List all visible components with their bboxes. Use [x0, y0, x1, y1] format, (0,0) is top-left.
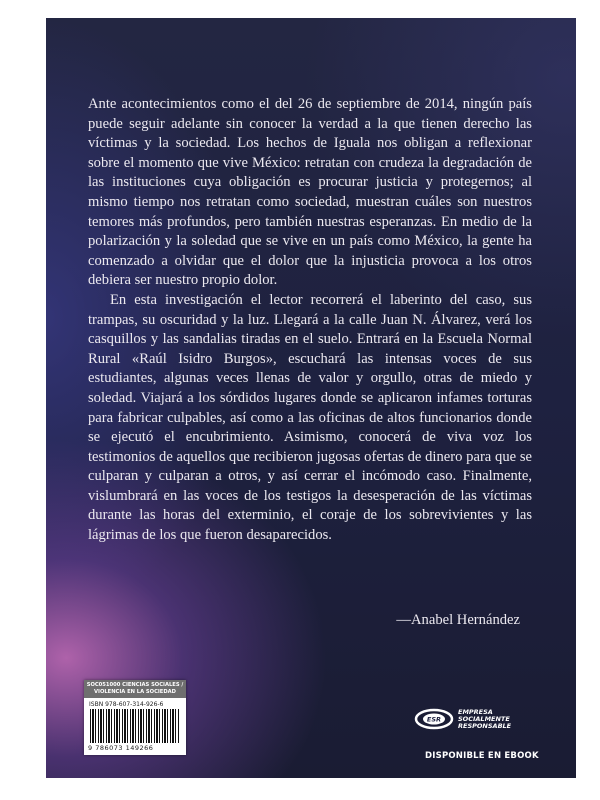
esr-emblem-icon — [414, 708, 454, 730]
esr-abbr: ESR — [426, 715, 442, 724]
esr-logo — [414, 708, 520, 730]
barcode-label — [84, 680, 186, 755]
synopsis-paragraph: En esta investigación el lector recorrerá el laberinto del caso, sus trampas, su oscuridad y la luz. Llegará a la calle Juan N. Álvarez, verá los casquillos y las sandalias tiradas en el suelo. Entrará en la Escuela Normal Rural «Raúl Isidro Burgos», escuchará las intensas voces de sus estudiantes, algunas veces llenas de valor y orgullo, otras de miedo y soledad. Viajará a los sórdidos lugares donde se aplicaron infames torturas para fabricar culpables, así como a las oficinas de altos funcionarios donde se ejecutó el encubrimiento. Asimismo, conocerá de viva voz los testimonios de aquellos que recibieron jugosas ofertas de dinero para que se culparan y culparan a otros, y así cerrar el incómodo caso. Finalmente, vislumbrará en las voces de los testigos la desesperación de las víctimas durante las horas del exterminio, el coraje de los sobrevivientes y las lágrimas de los que fueron desaparecidos. — [88, 291, 532, 544]
isbn-text: ISBN 978-607-314-926-6 — [89, 701, 164, 708]
synopsis — [88, 95, 532, 546]
barcode-bars — [90, 709, 180, 743]
ebook-availability: DISPONIBLE EN EBOOK — [425, 751, 539, 761]
book-back-cover — [46, 18, 576, 778]
category-label: SOC051000 CIENCIAS SOCIALES / VIOLENCIA EN LA SOCIEDAD — [84, 680, 186, 698]
synopsis-paragraph: Ante acontecimientos como el del 26 de septiembre de 2014, ningún país puede seguir adelante sin conocer la verdad a la que tienen derecho las víctimas y la sociedad. Los hechos de Iguala nos obligan a reflexionar sobre el momento que vive México: retratan con crudeza la degradación de las instituciones cuya obligación es procurar justicia y protegernos; al mismo tiempo nos retratan como sociedad, muestran cuáles son nuestros temores más profundos, pero también nuestras esperanzas. En medio de la polarización y la soledad que se vive en un país como México, la gente ha comenzado a olvidar que el dolor que la injusticia provoca a los otros debiera ser nuestro propio dolor. — [88, 96, 532, 289]
esr-name: EMPRESA SOCIALMENTE RESPONSABLE — [458, 707, 512, 730]
author-signature: —Anabel Hernández — [396, 612, 520, 628]
ean-number: 9 786073 149266 — [88, 744, 154, 752]
